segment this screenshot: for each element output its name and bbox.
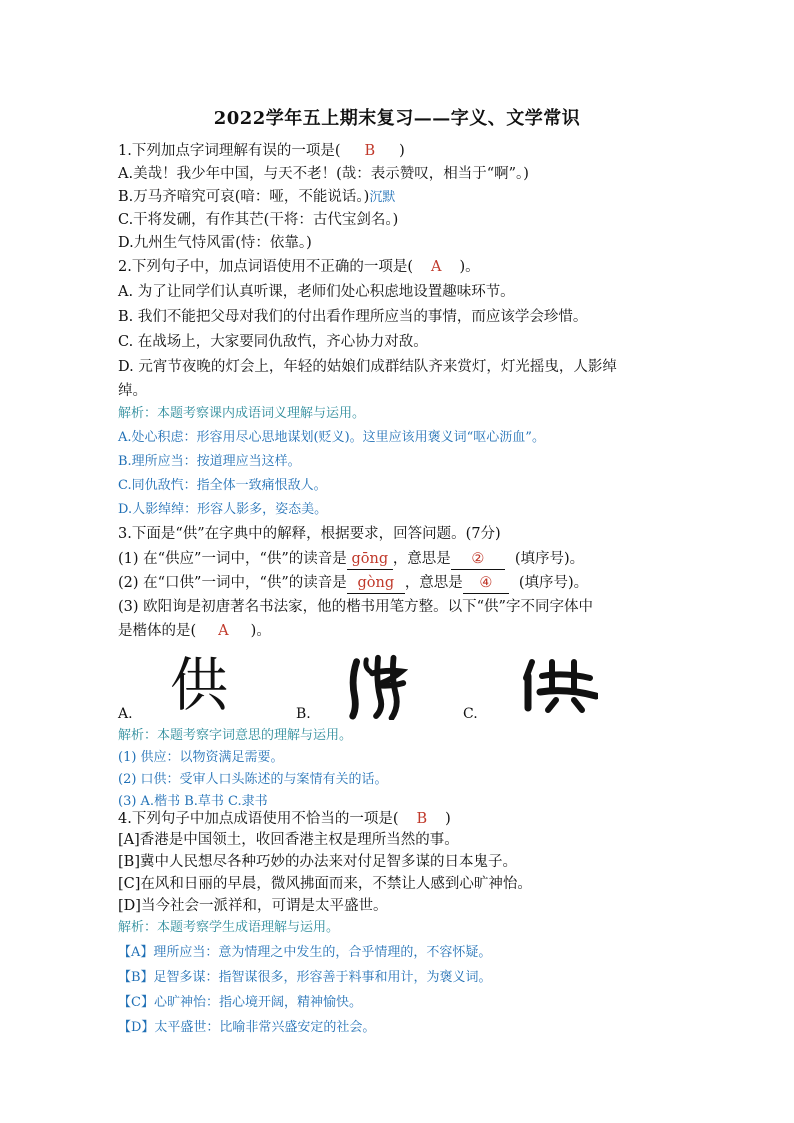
q3-part2 (118, 573, 588, 594)
q2-explain-d: D.人影绰绰：形容人影多，姿态美。 (118, 502, 328, 517)
q2-option-a: A. 为了让同学们认真听课，老师们处心积虑地设置趣味环节。 (118, 284, 515, 300)
q2-answer: A (431, 259, 442, 275)
q3-part1-end: (填序号)。 (514, 551, 585, 567)
q4-item-b: [B]冀中人民想尽各种巧妙的办法来对付足智多谋的日本鬼子。 (118, 854, 517, 870)
q2-explain-a: A.处心积虑：形容用尽心思地谋划(贬义)。这里应该用褒义词“呕心沥血”。 (118, 430, 545, 445)
q1-answer: B (364, 143, 376, 159)
q3-part1-pinyin: gōng (351, 551, 389, 567)
q3-part3-line2 (118, 621, 271, 641)
glyph-kaishu: 供 (170, 651, 229, 719)
q4-explain-a: 【A】理所应当：意为情理之中发生的，合乎情理的，不容怀疑。 (118, 945, 492, 960)
q1-stem (118, 141, 405, 161)
q2-explain-b: B.理所应当：按道理应当这样。 (118, 454, 301, 469)
q4-explain-c: 【C】心旷神怡：指心境开阔，精神愉快。 (118, 995, 362, 1010)
q4-stem (118, 809, 451, 829)
q3-part3-line1: (3) 欧阳询是初唐著名书法家，他的楷书用笔方整。以下“供”字不同字体中 (118, 599, 593, 615)
q4-item-c: [C]在风和日丽的早晨，微风拂面而来，不禁让人感到心旷神怡。 (118, 876, 532, 892)
q1-option-b-note: 沉默 (369, 190, 396, 205)
q3-part1 (118, 549, 584, 570)
q3-part2-mid: ，意思是 (404, 575, 463, 591)
glyph-options (118, 652, 678, 722)
q3-explain-3: (3) A.楷书 B.草书 C.隶书 (118, 794, 268, 809)
q3-part3-close: )。 (250, 623, 271, 639)
glyph-option-b-label: B. (296, 706, 311, 722)
q3-explain-1: (1) 供应：以物资满足需要。 (118, 750, 284, 765)
q3-part1-answer: ② (471, 551, 485, 567)
q4-explain-head: 解析：本题考察学生成语理解与运用。 (118, 920, 340, 935)
q2-option-d: D. 元宵节夜晚的灯会上，年轻的姑娘们成群结队齐来赏灯，灯光摇曳，人影绰 (118, 359, 617, 375)
glyph-caoshu (346, 652, 408, 720)
q3-part1-mid: ，意思是 (392, 551, 451, 567)
q1-stem-close: ) (399, 143, 405, 159)
q2-option-d-cont: 绰。 (118, 383, 147, 399)
q3-part2-answer: ④ (479, 575, 493, 591)
q2-explain-head: 解析：本题考察课内成语词义理解与运用。 (118, 406, 366, 421)
glyph-lishu (518, 652, 598, 720)
q1-option-b (118, 187, 395, 208)
q4-item-d: [D]当今社会一派祥和，可谓是太平盛世。 (118, 898, 388, 914)
q3-explain-2: (2) 口供：受审人口头陈述的与案情有关的话。 (118, 772, 388, 787)
q3-part2-text: (2) 在“口供”一词中，“供”的读音是 (118, 575, 347, 591)
glyph-option-a-label: A. (118, 706, 133, 722)
q2-option-b: B. 我们不能把父母对我们的付出看作理所应当的事情，而应该学会珍惜。 (118, 309, 588, 325)
q1-option-d: D.九州生气恃风雷(恃：依靠。) (118, 235, 312, 251)
q2-stem (118, 257, 480, 277)
q4-explain-d: 【D】太平盛世：比喻非常兴盛安定的社会。 (118, 1020, 376, 1035)
q3-part3-answer: A (218, 623, 229, 639)
q3-part1-text: (1) 在“供应”一词中，“供”的读音是 (118, 551, 347, 567)
q2-explain-c: C.同仇敌忾：指全体一致痛恨敌人。 (118, 478, 327, 493)
q3-part2-end: (填序号)。 (518, 575, 589, 591)
q4-stem-text: 4.下列句子中加点成语使用不恰当的一项是( (118, 811, 399, 827)
q4-stem-close: ) (445, 811, 451, 827)
q1-stem-text: 1.下列加点字词理解有误的一项是( (118, 143, 341, 159)
q2-stem-close: )。 (459, 259, 480, 275)
glyph-option-c-label: C. (463, 706, 478, 722)
q1-option-a: A.美哉！我少年中国，与天不老！(哉：表示赞叹，相当于“啊”。) (118, 166, 529, 182)
q4-explain-b: 【B】足智多谋：指智谋很多，形容善于料事和用计，为褒义词。 (118, 970, 492, 985)
q1-option-c: C.干将发硎，有作其芒(干将：古代宝剑名。) (118, 212, 399, 228)
q3-explain-head: 解析：本题考察字词意思的理解与运用。 (118, 728, 353, 743)
q4-item-a: [A]香港是中国领土，收回香港主权是理所当然的事。 (118, 832, 459, 848)
page-title: 2022学年五上期末复习——字义、文学常识 (213, 108, 581, 129)
q3-part3-text: 是楷体的是( (118, 623, 197, 639)
q1-option-b-text: B.万马齐喑究可哀(喑：哑，不能说话。) (118, 189, 370, 205)
q2-stem-text: 2.下列句子中，加点词语使用不正确的一项是( (118, 259, 413, 275)
q3-part2-pinyin: gòng (357, 575, 395, 591)
q3-stem: 3.下面是“供”在字典中的解释，根据要求，回答问题。(7分) (118, 526, 501, 542)
q2-option-c: C. 在战场上，大家要同仇敌忾，齐心协力对敌。 (118, 334, 428, 350)
q4-answer: B (416, 811, 428, 827)
